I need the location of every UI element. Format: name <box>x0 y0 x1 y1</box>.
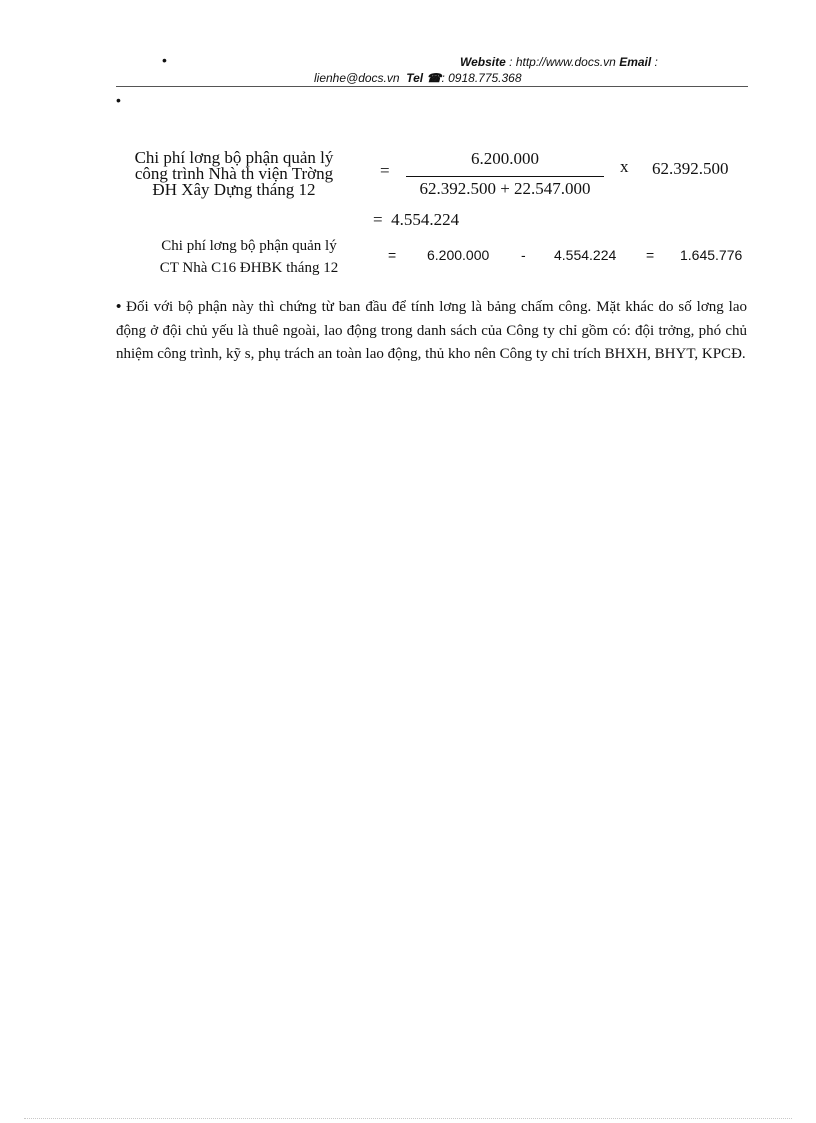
email-sep: : <box>651 55 658 69</box>
formula1-multiplier: 62.392.500 <box>652 159 729 178</box>
header-divider <box>116 86 748 87</box>
website-label: Website <box>460 55 506 69</box>
header-website-line <box>460 55 658 69</box>
page-bottom-border <box>24 1118 792 1119</box>
tel-value: : 0918.775.368 <box>441 71 522 85</box>
formula1-numerator: 6.200.000 <box>471 149 539 168</box>
formula2-label-line1: Chi phí lơng bộ phận quản lý <box>161 238 337 254</box>
website-sep: : <box>505 55 516 69</box>
formula2-label-line2: CT Nhà C16 ĐHBK tháng 12 <box>159 260 339 276</box>
formula1-label-line3: ĐH Xây Dựng tháng 12 <box>152 180 316 199</box>
email-value[interactable]: lienhe@docs.vn <box>314 71 400 85</box>
tel-label: Tel <box>406 71 424 85</box>
body-paragraph <box>116 296 747 367</box>
formula1-result-equals: = <box>373 210 383 229</box>
paragraph-bullet: • <box>116 299 122 315</box>
formula2-value1: 6.200.000 <box>427 247 490 263</box>
email-label: Email <box>619 55 652 69</box>
formula2-value2: 4.554.224 <box>554 247 617 263</box>
section-bullet: • <box>116 92 121 108</box>
formula1-label-line2: công trình Nhà th viện Trờng <box>134 164 334 183</box>
formula1-result <box>373 210 459 230</box>
formula1-label-line1: Chi phí lơng bộ phận quản lý <box>134 148 334 167</box>
formula2-minus: - <box>521 247 526 263</box>
formula2-result: 1.645.776 <box>680 247 743 263</box>
website-url[interactable]: http://www.docs.vn <box>515 55 616 69</box>
formula2-equals1: = <box>388 247 397 263</box>
formula2-equals2: = <box>646 247 655 263</box>
formula1-label <box>108 150 360 198</box>
formula1-equals: = <box>380 161 390 180</box>
header-contact-line <box>314 71 522 85</box>
fraction-bar <box>406 176 604 177</box>
formula1-result-value: 4.554.224 <box>391 210 460 229</box>
formula1-denominator: 62.392.500 + 22.547.000 <box>419 179 591 198</box>
formula2-label <box>126 235 372 279</box>
paragraph-text: Đối với bộ phận này thì chứng từ ban đầu để tính lơng là bảng chấm công. Mặt khác do số lơng lao động ở đội chủ yếu là thuê ngoài, lao động trong danh sách của Công ty chỉ gồm có: đội trởng, phó chủ nhiệm công trình, kỹ s, phụ trách an toàn lao động, thủ kho nên Công ty chỉ trích BHXH, BHYT, KPCĐ. <box>116 299 747 362</box>
header-bullet: • <box>162 52 167 68</box>
phone-icon: ☎ <box>426 71 442 85</box>
multiply-sign: x <box>620 157 629 176</box>
